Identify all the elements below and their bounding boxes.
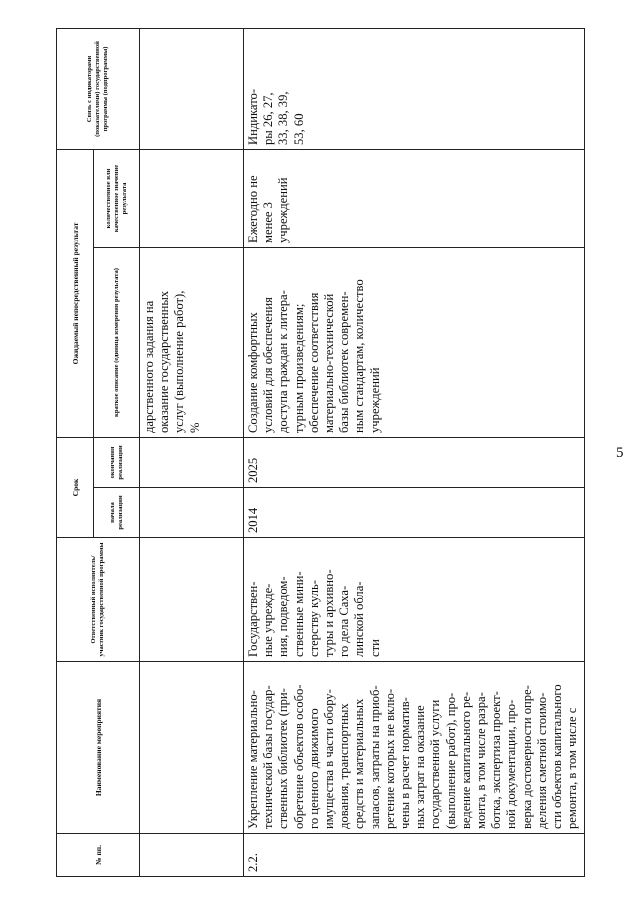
cell-link: Индикато- ры 26, 27, 33, 38, 39, 53, 60 <box>244 28 585 149</box>
header-num: № пп. <box>57 833 140 876</box>
cell-value <box>140 149 244 247</box>
rotated-table-container <box>56 29 584 877</box>
header-name: Наименование мероприятия <box>57 661 140 833</box>
cell-name: Укрепление материально- технической базы государ- ственных библиотек (при- обретение объектов особо- го ценного движимого имущества в части обору- дования, транспортных средств и материальных запасов, затраты на приоб- ретение которых не вклю- чены в расчет норматив- ных затрат на оказание государственной услуги (выполнение работ), про- ведение капитального ре- монта, в том числе разра- ботка, экспертиза проект- ной документации, про- верка достоверности опре- деления сметной стоимо- сти объектов капитального ремонта, в том числе с <box>244 661 585 833</box>
cell-name <box>140 661 244 833</box>
cell-start <box>140 487 244 537</box>
header-expected-desc: краткое описание (единица измерения результата) <box>94 247 140 437</box>
header-term: Срок <box>57 437 94 537</box>
cell-value: Ежегодно не менее 3 учреждений <box>244 149 585 247</box>
cell-start: 2014 <box>244 487 585 537</box>
cell-desc: дарственного задания на оказание государственных услуг (выполнение работ), % <box>140 247 244 437</box>
activities-table <box>56 27 585 876</box>
header-expected-value: количественное или качественное значение результата <box>94 149 140 247</box>
header-term-start: начала реализации <box>94 487 140 537</box>
cell-num: 2.2. <box>244 833 585 876</box>
header-executor: Ответственный исполнитель/участник государственной программы <box>57 537 140 661</box>
cell-num <box>140 833 244 876</box>
cell-executor <box>140 537 244 661</box>
header-term-end: окончания реализации <box>94 437 140 487</box>
header-link: Связь с индикаторами (показателями) государственной программы (подпрограммы) <box>57 28 140 149</box>
table-row <box>140 28 244 876</box>
cell-link <box>140 28 244 149</box>
page-number: 5 <box>616 445 624 461</box>
cell-desc: Создание комфортных условий для обеспечения доступа граждан к литера- турным произведениям; обеспечение соответствия материально-технической базы библиотек современ- ным стандартам, количество учреждений <box>244 247 585 437</box>
header-expected: Ожидаемый непосредственный результат <box>57 149 94 437</box>
table-row <box>244 28 585 876</box>
cell-executor: Государствен- ные учрежде- ния, подведом- ственные мини- стерству куль- туры и архивно- го дела Саха- линской обла- сти <box>244 537 585 661</box>
cell-end <box>140 437 244 487</box>
header-row-top <box>57 28 94 876</box>
cell-end: 2025 <box>244 437 585 487</box>
